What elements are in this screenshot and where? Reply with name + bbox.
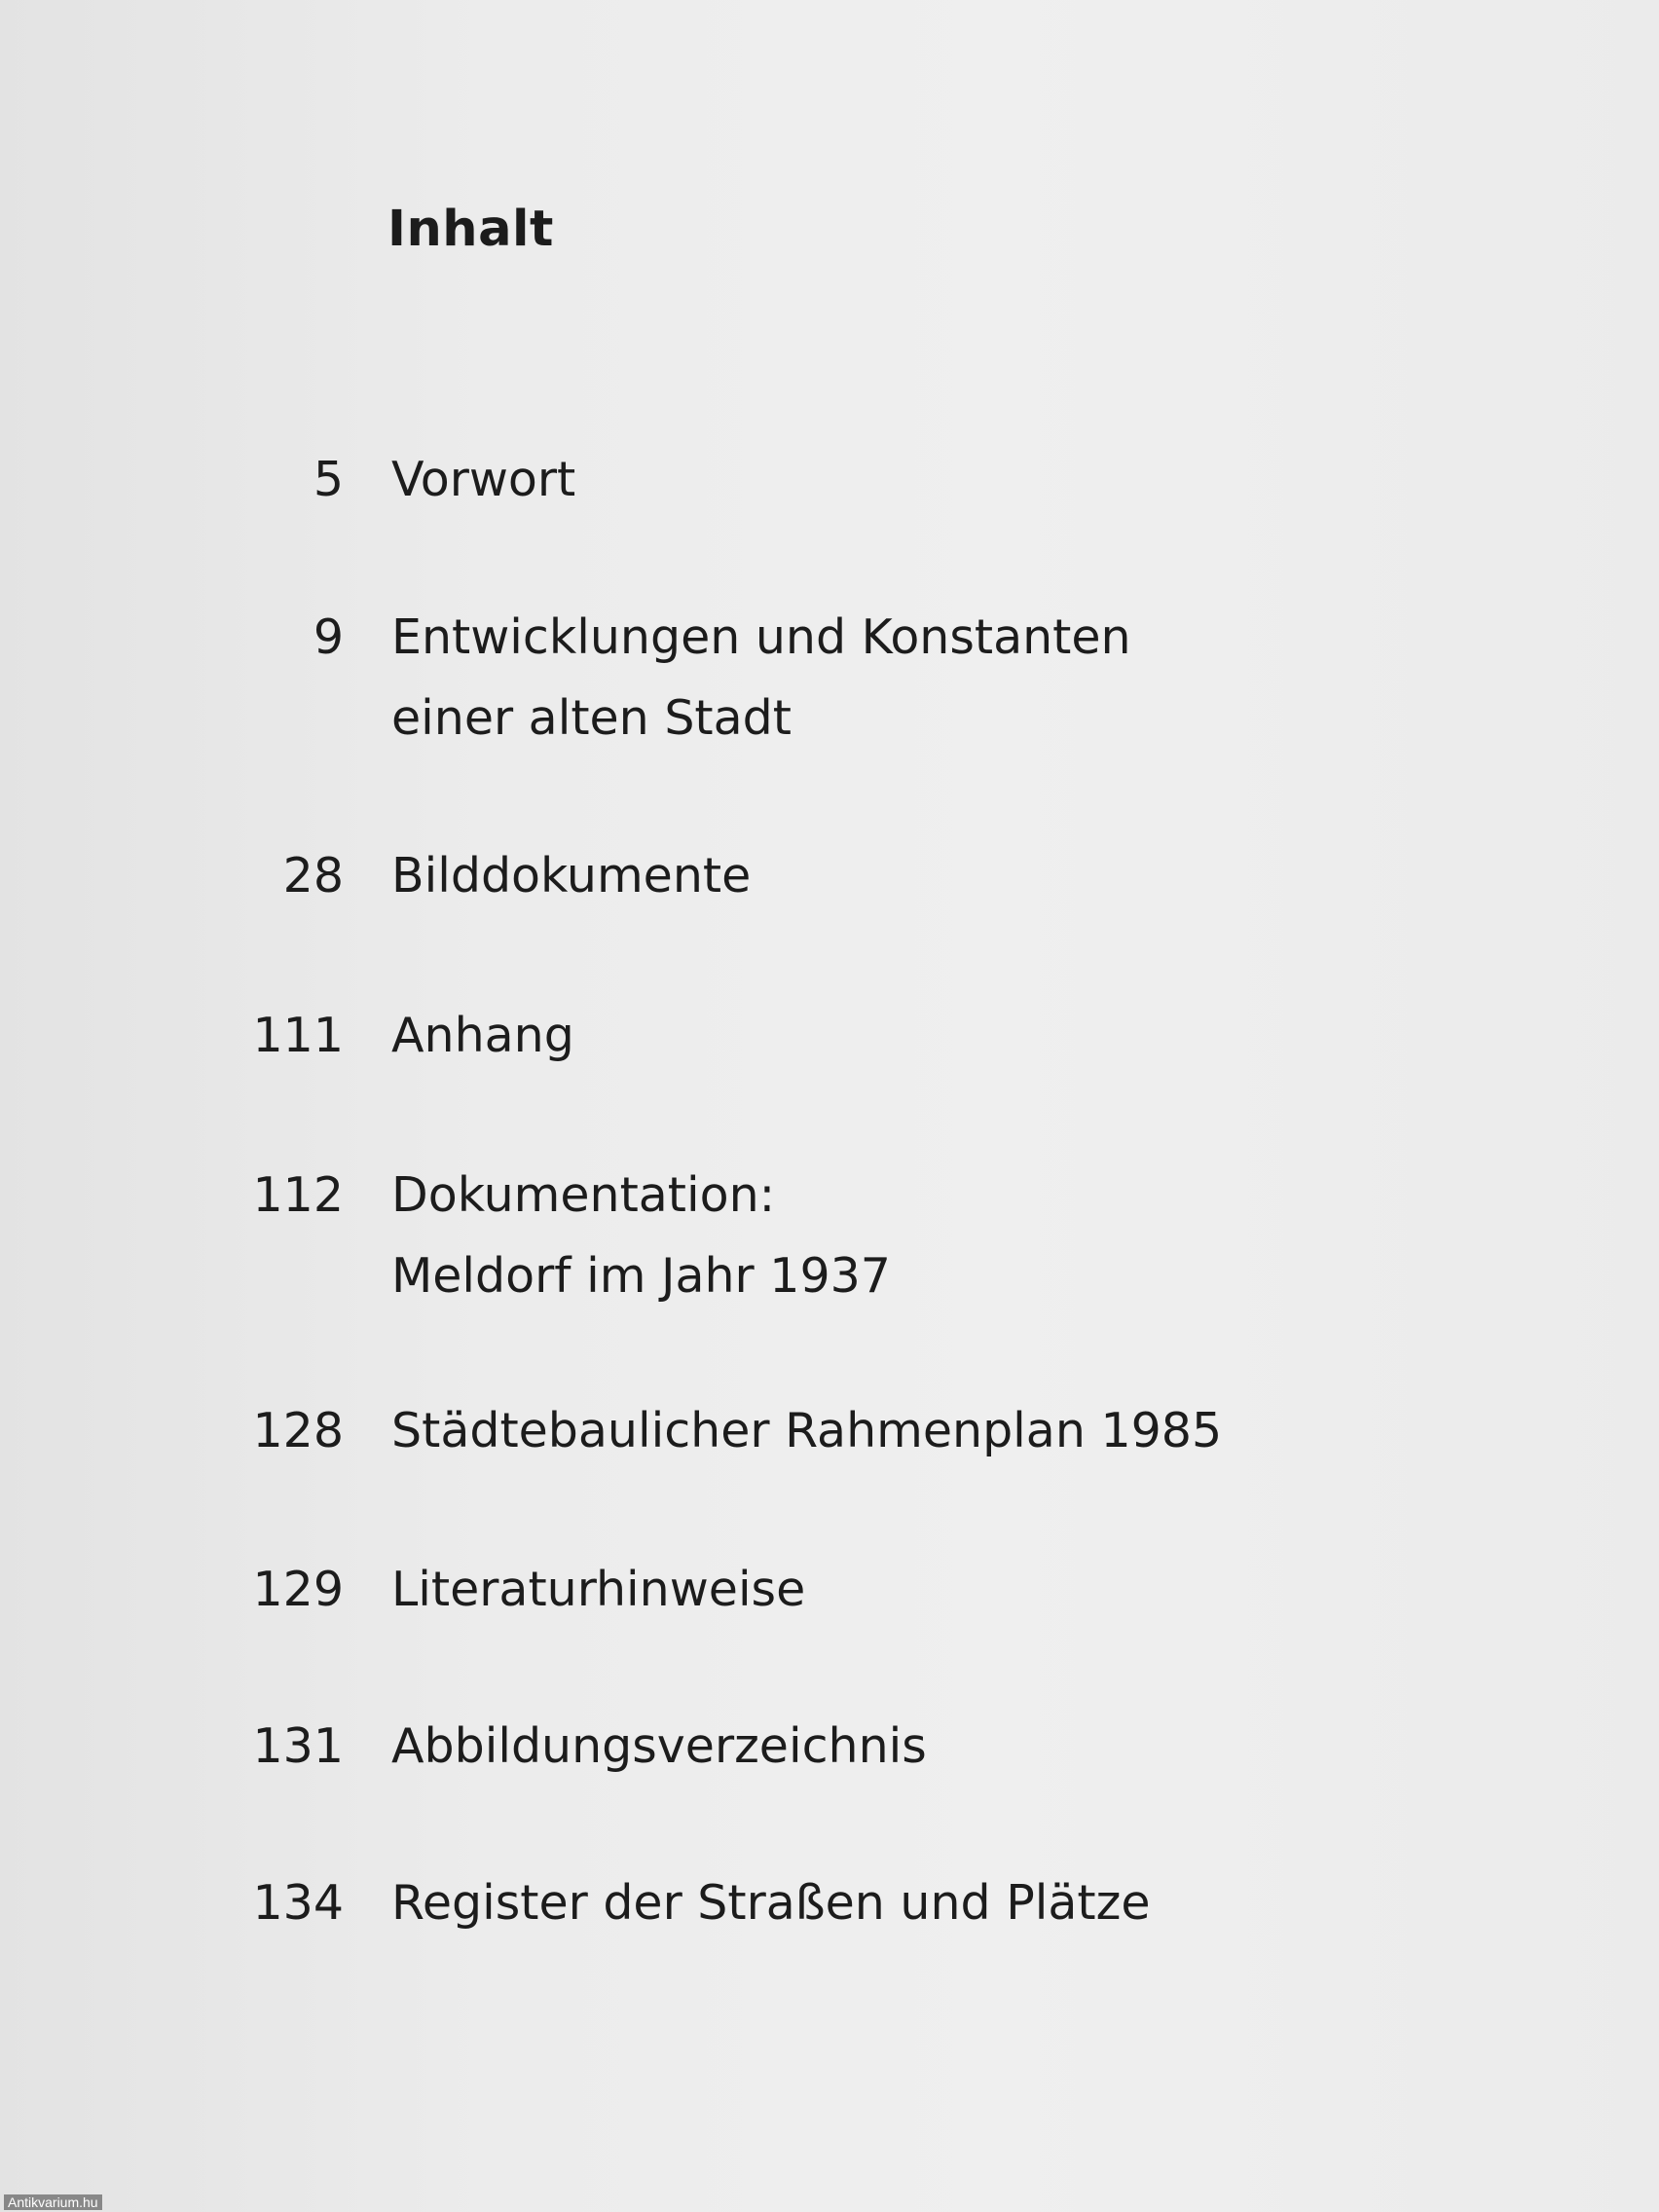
toc-page-number: 129 bbox=[252, 1562, 344, 1617]
toc-page-number: 9 bbox=[313, 609, 344, 665]
toc-page-number: 28 bbox=[282, 848, 344, 903]
toc-page-number: 112 bbox=[252, 1167, 344, 1223]
toc-page-number: 111 bbox=[252, 1008, 344, 1063]
toc-entry-title bbox=[391, 1390, 1222, 1471]
toc-entry-line: Abbildungsverzeichnis bbox=[391, 1718, 927, 1774]
toc-entry-title bbox=[391, 995, 574, 1076]
toc-entry-line: Register der Straßen und Plätze bbox=[391, 1875, 1151, 1931]
toc-entry-line: Städtebaulicher Rahmenplan 1985 bbox=[391, 1403, 1223, 1458]
toc-entry-title bbox=[391, 1706, 927, 1787]
toc-entry-line: Bilddokumente bbox=[391, 848, 752, 903]
toc-entry-title bbox=[391, 597, 1131, 758]
toc-entry-line: Entwicklungen und Konstanten bbox=[391, 609, 1131, 665]
toc-page-number: 131 bbox=[252, 1718, 344, 1774]
toc-page-number: 128 bbox=[252, 1403, 344, 1458]
toc-page-number: 134 bbox=[252, 1875, 344, 1931]
toc-entry-title bbox=[391, 835, 751, 916]
toc-entry-title bbox=[391, 1862, 1150, 1943]
toc-entry-line: Literaturhinweise bbox=[391, 1562, 806, 1617]
toc-entry-line: Dokumentation: bbox=[391, 1167, 776, 1223]
toc-entry-title bbox=[391, 1155, 891, 1316]
toc-page-number: 5 bbox=[313, 452, 344, 507]
toc-entry-line: Vorwort bbox=[391, 452, 576, 507]
toc-entry-title bbox=[391, 439, 575, 520]
toc-entry-title bbox=[391, 1549, 805, 1630]
toc-entry-line: Anhang bbox=[391, 1008, 574, 1063]
page-title: Inhalt bbox=[387, 201, 554, 258]
toc-entry-line: einer alten Stadt bbox=[391, 690, 792, 746]
toc-entry-line: Meldorf im Jahr 1937 bbox=[391, 1248, 891, 1304]
watermark: Antikvarium.hu bbox=[4, 2194, 102, 2210]
